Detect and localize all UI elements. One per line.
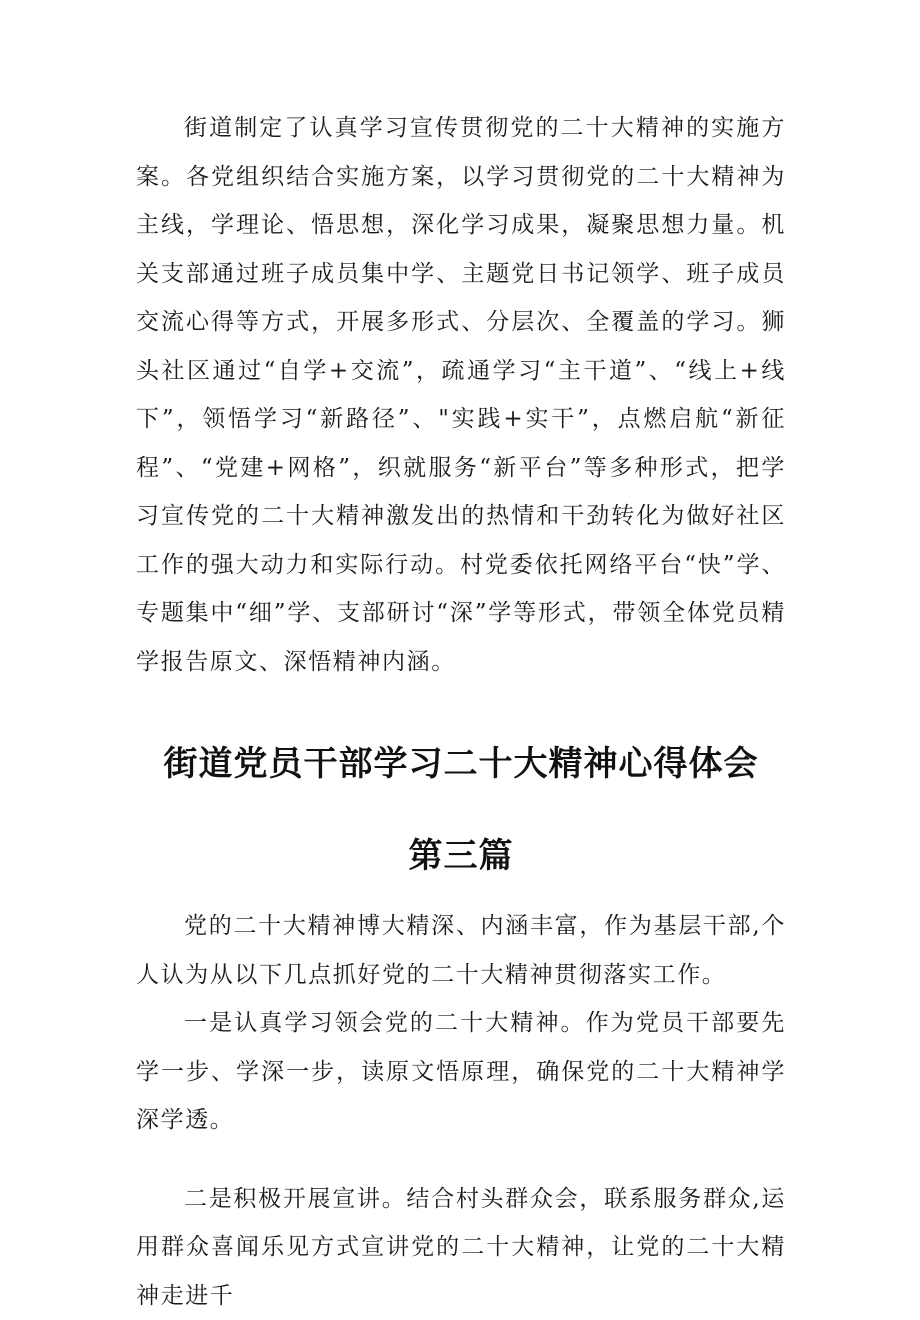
paragraph-spacer	[136, 1145, 786, 1175]
body-paragraph-2: 一是认真学习领会党的二十大精神。作为党员干部要先学一步、学深一步，读原文悟原理，确保党的二十大精神学深学透。	[136, 999, 786, 1145]
article-title: 街道党员干部学习二十大精神心得体会	[136, 738, 786, 790]
body-paragraph-3: 二是积极开展宣讲。结合村头群众会，联系服务群众,运用群众喜闻乐见方式宣讲党的二十大精神，让党的二十大精神走进千	[136, 1175, 786, 1320]
article-subtitle: 第三篇	[136, 830, 786, 882]
body-paragraph-1: 党的二十大精神博大精深、内涵丰富，作为基层干部,个人认为从以下几点抓好党的二十大精神贯彻落实工作。	[136, 902, 786, 999]
intro-paragraph: 街道制定了认真学习宣传贯彻党的二十大精神的实施方案。各党组织结合实施方案，以学习贯彻党的二十大精神为主线，学理论、悟思想，深化学习成果，凝聚思想力量。机关支部通过班子成员集中学、主题党日书记领学、班子成员交流心得等方式，开展多形式、分层次、全覆盖的学习。狮头社区通过“自学+交流”，疏通学习“主干道”、“线上+线下”，领悟学习“新路径”、"实践+实干”，点燃启航“新征程”、“党建+网格”，织就服务“新平台”等多种形式，把学习宣传党的二十大精神激发出的热情和干劲转化为做好社区工作的强大动力和实际行动。村党委依托网络平台“快”学、专题集中“细”学、支部研讨“深”学等形式，带领全体党员精学报告原文、深悟精神内涵。	[136, 104, 786, 686]
